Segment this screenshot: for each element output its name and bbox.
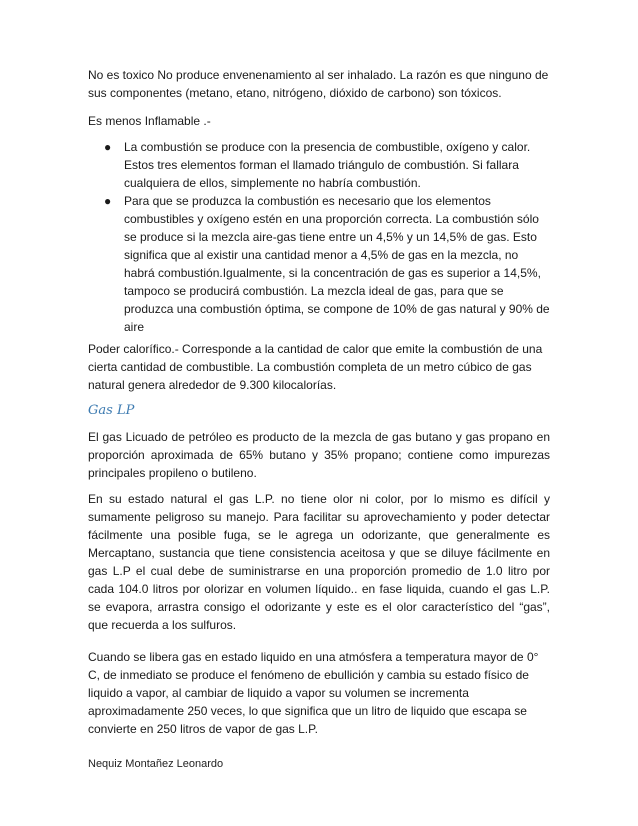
- bullet-list: [88, 138, 550, 336]
- list-item-text: La combustión se produce con la presencia de combustible, oxígeno y calor. Estos tres elementos forman el llamado triángulo de combustión. Si fallara cualquiera de ellos, simplemente no habría combustión.: [124, 140, 531, 190]
- list-item: [104, 138, 550, 192]
- paragraph-no-toxico: No es toxico No produce envenenamiento al ser inhalado. La razón es que ninguno de sus componentes (metano, etano, nitrógeno, dióxido de carbono) son tóxicos.: [88, 68, 549, 100]
- list-item: [104, 192, 550, 336]
- bullet-icon: ●: [104, 194, 112, 208]
- document-body: [88, 66, 550, 738]
- page-footer-author: Nequiz Montañez Leonardo: [88, 758, 224, 770]
- list-item-text: Para que se produzca la combustión es necesario que los elementos combustibles y oxígeno estén en una proporción correcta. La combustión sólo se produce si la mezcla aire-gas tiene entre un 4,5% y un 14,5% de gas. Esto significa que al existir una cantidad menor a 4,5% de gas en la mezcla, no habrá combustión.Igualmente, si la concentración de gas es superior a 14,5%, tampoco se producirá combustión. La mezcla ideal de gas, para que se produzca una combustión óptima, se compone de 10% de gas natural y 90% de aire: [124, 194, 550, 334]
- paragraph-menos-inflamable: Es menos Inflamable .-: [88, 114, 211, 128]
- paragraph-estado-liquido: Cuando se libera gas en estado liquido en una atmósfera a temperatura mayor de 0° C, de inmediato se produce el fenómeno de ebullición y cambia su estado físico de liquido a vapor, al cambiar de liquido a vapor su volumen se incrementa aproximadamente 250 veces, lo que significa que un litro de liquido que escapa se convierte en 250 litros de vapor de gas L.P.: [88, 650, 539, 736]
- section-heading: Gas LP: [88, 403, 135, 418]
- paragraph-gas-licuado: El gas Licuado de petróleo es producto de la mezcla de gas butano y gas propano en proporción aproximada de 65% butano y 35% propano; contiene como impurezas principales propileno o butileno.: [88, 430, 550, 480]
- paragraph-poder-calorifico: Poder calorífico.- Corresponde a la cantidad de calor que emite la combustión de una cierta cantidad de combustible. La combustión completa de un metro cúbico de gas natural genera alrededor de 9.300 kilocalorías.: [88, 342, 543, 392]
- paragraph-estado-natural: En su estado natural el gas L.P. no tiene olor ni color, por lo mismo es difícil y sumamente peligroso su manejo. Para facilitar su aprovechamiento y poder detectar fácilmente una posible fuga, se le agrega un odorizante, que generalmente es Mercaptano, sustancia que tiene consistencia aceitosa y que se diluye fácilmente en gas L.P el cual debe de suministrarse en una proporción promedio de 1.0 litro por cada 104.0 litros por olorizar en volumen líquido.. en fase liquida, cuando el gas L.P. se evapora, arrastra consigo el odorizante y este es el olor característico del “gas”, que recuerda a los sulfuros.: [88, 492, 550, 632]
- bullet-icon: ●: [104, 140, 112, 154]
